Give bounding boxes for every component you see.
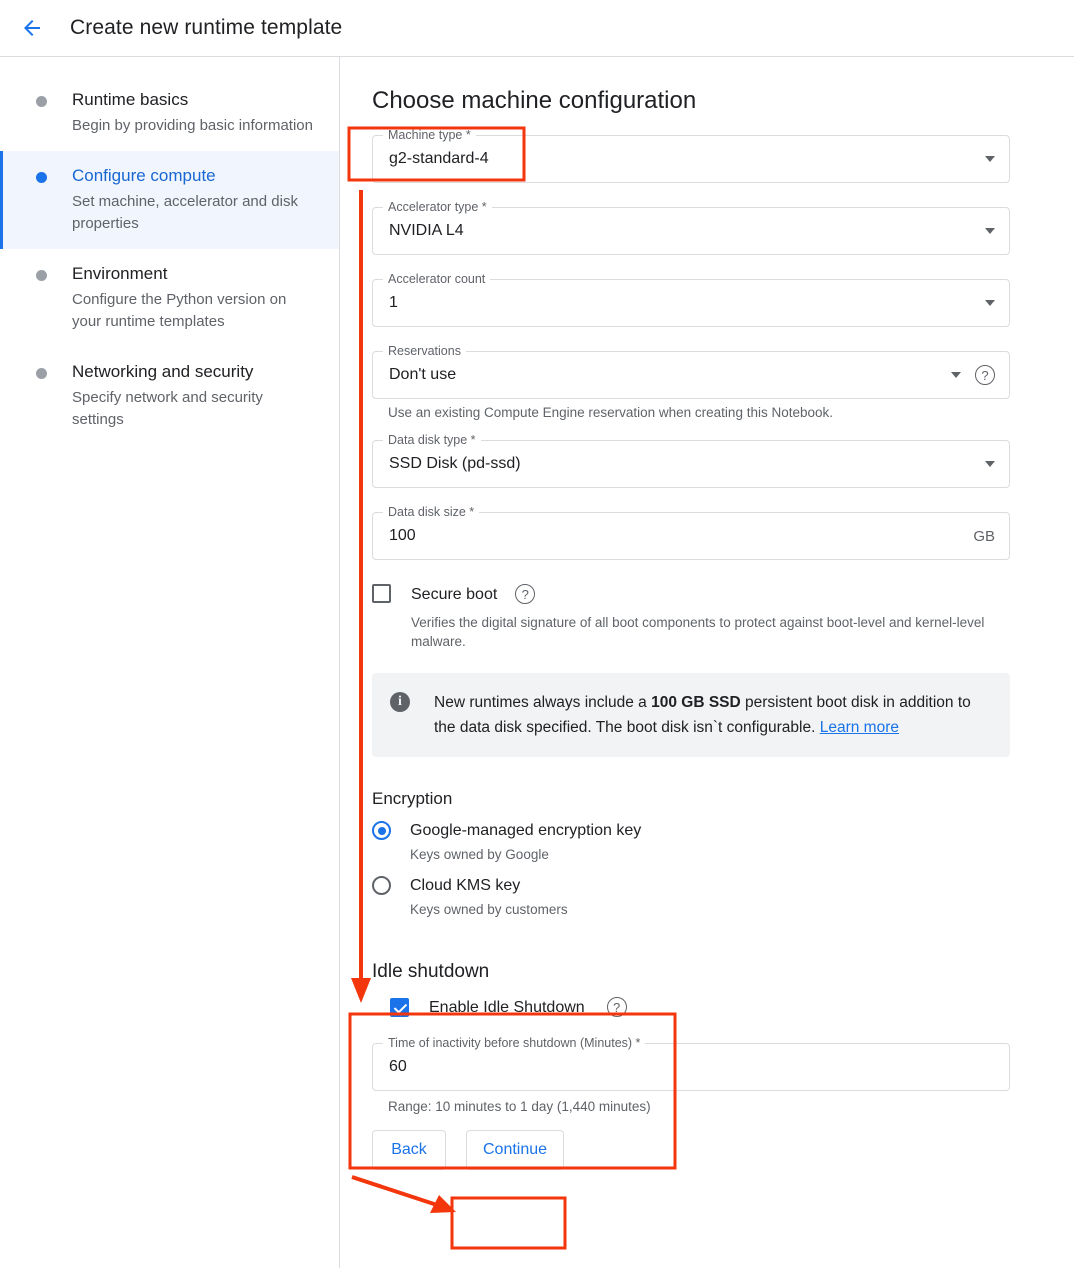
enable-idle-shutdown-row [390, 997, 1010, 1017]
accelerator-count-label: Accelerator count [383, 272, 490, 286]
encryption-heading: Encryption [372, 789, 453, 808]
help-circle-icon[interactable]: ? [515, 584, 535, 604]
data-disk-type-value: SSD Disk (pd-ssd) [389, 455, 521, 472]
step-dot-icon [36, 270, 47, 281]
help-circle-icon[interactable]: ? [607, 997, 627, 1017]
sidebar-item-desc: Specify network and security settings [72, 389, 263, 428]
data-disk-size-label: Data disk size * [383, 505, 479, 519]
step-dot-icon [36, 368, 47, 379]
machine-type-label: Machine type * [383, 128, 476, 142]
arrow-left-icon[interactable] [20, 16, 44, 40]
info-text-after: persistent boot disk in addition to the data disk specified. The boot disk isn`t configurable. [434, 694, 971, 736]
reservations-hint: Use an existing Compute Engine reservation when creating this Notebook. [388, 405, 833, 420]
chevron-down-icon[interactable] [985, 228, 995, 234]
data-disk-size-value: 100 [389, 527, 416, 544]
sidebar-item-environment[interactable] [0, 249, 339, 347]
learn-more-link[interactable]: Learn more [819, 719, 899, 736]
accelerator-type-select[interactable] [372, 200, 1010, 255]
encryption-option-label: Google-managed encryption key [410, 822, 642, 839]
page-title: Create new runtime template [70, 16, 343, 39]
encryption-option-label: Cloud KMS key [410, 877, 521, 894]
chevron-down-icon[interactable] [951, 372, 961, 378]
sidebar-item-networking-and-security[interactable] [0, 347, 339, 445]
back-button[interactable]: Back [372, 1130, 446, 1170]
sidebar-item-runtime-basics[interactable] [0, 75, 339, 151]
info-text-before: New runtimes always include a [434, 694, 652, 711]
sidebar-item-desc: Configure the Python version on your runtime templates [72, 291, 287, 330]
help-circle-icon[interactable]: ? [975, 365, 995, 385]
enable-idle-shutdown-checkbox[interactable] [390, 998, 409, 1017]
data-disk-size-input[interactable] [372, 505, 1010, 560]
secure-boot-checkbox[interactable] [372, 584, 391, 603]
encryption-option-desc: Keys owned by customers [410, 902, 568, 917]
idle-shutdown-heading: Idle shutdown [372, 961, 490, 982]
sidebar-item-label: Runtime basics [72, 90, 189, 109]
sidebar-item-desc: Begin by providing basic information [72, 117, 313, 134]
idle-timeout-label: Time of inactivity before shutdown (Minutes) * [383, 1036, 645, 1050]
accelerator-type-value: NVIDIA L4 [389, 222, 464, 239]
chevron-down-icon[interactable] [985, 156, 995, 162]
main-panel [341, 57, 1074, 1268]
step-dot-icon [36, 172, 47, 183]
secure-boot-label: Secure boot [411, 585, 498, 603]
accelerator-count-value: 1 [389, 294, 398, 311]
wizard-button-row [372, 1130, 1010, 1170]
sidebar-item-label: Networking and security [72, 362, 254, 381]
idle-timeout-value: 60 [389, 1058, 407, 1075]
boot-disk-info-banner [372, 673, 1010, 757]
data-disk-size-unit: GB [973, 527, 995, 545]
chevron-down-icon[interactable] [985, 461, 995, 467]
reservations-select[interactable] [372, 344, 1010, 399]
app-header [0, 0, 1074, 57]
enable-idle-shutdown-label: Enable Idle Shutdown [429, 998, 585, 1016]
encryption-option-cloud-kms[interactable] [372, 876, 1010, 917]
reservations-label: Reservations [383, 344, 466, 358]
encryption-option-desc: Keys owned by Google [410, 847, 549, 862]
machine-type-value: g2-standard-4 [389, 150, 489, 167]
data-disk-type-select[interactable] [372, 433, 1010, 488]
chevron-down-icon[interactable] [985, 300, 995, 306]
section-heading: Choose machine configuration [372, 87, 697, 114]
sidebar-item-desc: Set machine, accelerator and disk properties [72, 193, 298, 232]
radio-icon[interactable] [372, 821, 391, 840]
sidebar-item-label: Configure compute [72, 166, 216, 185]
secure-boot-row [372, 584, 1010, 651]
continue-button[interactable]: Continue [466, 1130, 564, 1170]
sidebar-item-configure-compute[interactable] [0, 151, 339, 249]
machine-type-select[interactable] [372, 128, 1010, 183]
info-icon: i [390, 692, 410, 712]
radio-icon[interactable] [372, 876, 391, 895]
accelerator-type-label: Accelerator type * [383, 200, 492, 214]
encryption-option-google-managed[interactable] [372, 821, 1010, 862]
accelerator-count-select[interactable] [372, 272, 1010, 327]
idle-timeout-range-hint: Range: 10 minutes to 1 day (1,440 minutes) [388, 1099, 651, 1114]
info-text-bold: 100 GB SSD [651, 694, 741, 711]
reservations-value: Don't use [389, 366, 457, 383]
sidebar-item-label: Environment [72, 264, 168, 283]
data-disk-type-label: Data disk type * [383, 433, 481, 447]
idle-timeout-input[interactable] [372, 1036, 1010, 1091]
secure-boot-desc: Verifies the digital signature of all boot components to protect against boot-level and kernel-level malware. [411, 615, 985, 649]
wizard-sidebar [0, 57, 340, 1268]
step-dot-icon [36, 96, 47, 107]
boot-disk-info-text [434, 690, 990, 740]
